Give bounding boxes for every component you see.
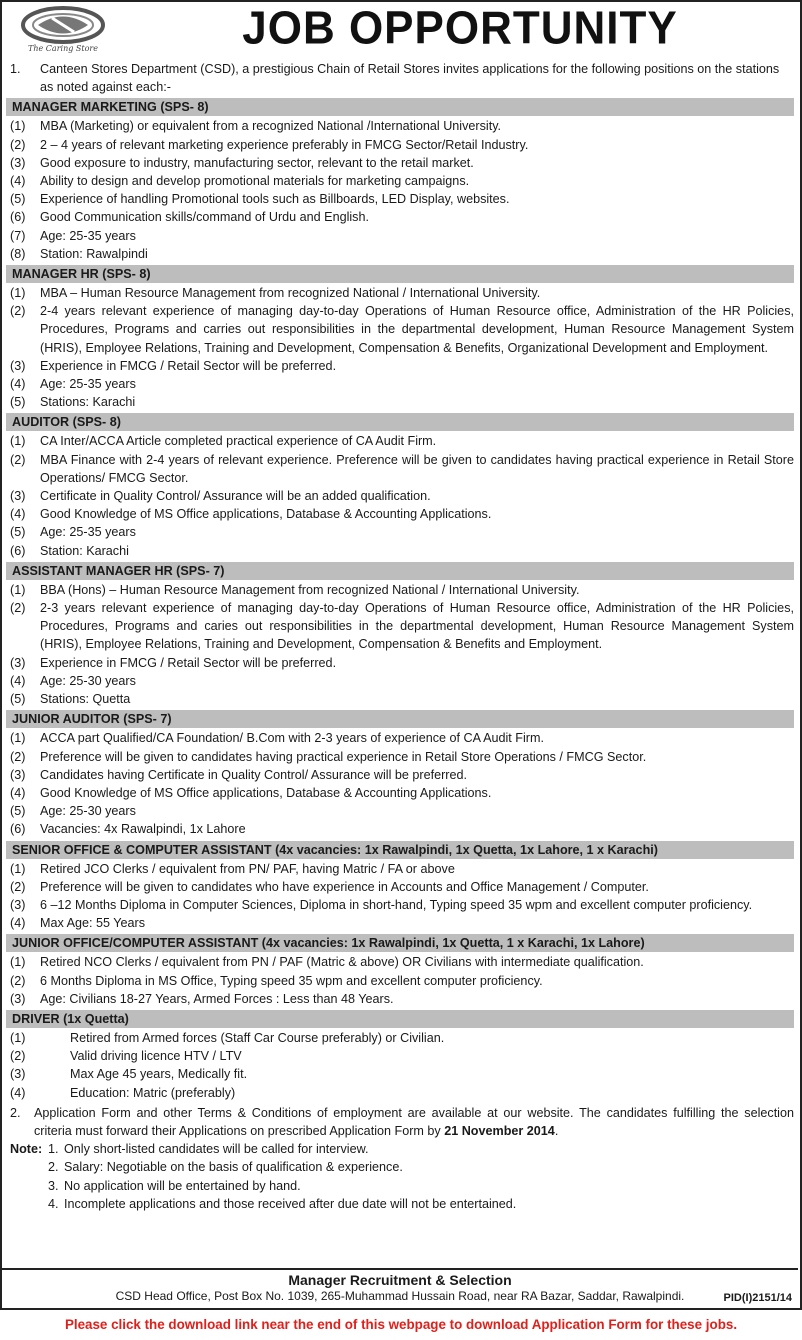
requirement-number: (4) — [10, 174, 26, 189]
note-item — [6, 1158, 794, 1176]
requirement-item — [6, 284, 794, 302]
requirement-text: MBA Finance with 2-4 years of relevant experience. Preference will be given to candidates having practical experience in Retail Store Operations/ FMCG Sector. — [40, 452, 794, 485]
section-heading: ASSISTANT MANAGER HR (SPS- 7) — [6, 562, 794, 580]
requirement-number: (2) — [10, 304, 26, 319]
requirement-item — [6, 523, 794, 541]
title-banner — [122, 2, 798, 58]
notes-list — [6, 1140, 794, 1213]
section-heading: AUDITOR (SPS- 8) — [6, 413, 794, 431]
requirement-text: Good exposure to industry, manufacturing sector, relevant to the retail market. — [40, 155, 474, 170]
requirement-item — [6, 487, 794, 505]
requirement-text: Retired NCO Clerks / equivalent from PN / PAF (Matric & above) OR Civilians with intermediate qualification. — [40, 955, 644, 970]
requirement-item — [6, 357, 794, 375]
requirement-number: (3) — [10, 767, 26, 782]
requirement-item — [6, 208, 794, 226]
requirement-number: (4) — [10, 916, 26, 931]
requirement-item — [6, 1047, 794, 1065]
requirement-text: Preference will be given to candidates having practical experience in Retail Store Operations / FMCG Sector. — [40, 749, 647, 764]
requirement-text: 6 –12 Months Diploma in Computer Sciences, Diploma in short-hand, Typing speed 35 wpm and excellent computer proficiency. — [40, 897, 753, 912]
requirement-number: (2) — [10, 1049, 26, 1064]
download-notice[interactable]: Please click the download link near the end of this webpage to download Application Form for these jobs. — [64, 1317, 738, 1332]
requirement-number: (2) — [10, 452, 26, 467]
closing-paragraph — [6, 1104, 794, 1140]
pid-number: PID(I)2151/14 — [723, 1292, 792, 1304]
requirement-item — [6, 117, 794, 135]
requirement-text: 6 Months Diploma in MS Office, Typing speed 35 wpm and excellent computer proficiency. — [40, 973, 543, 988]
requirement-number: (3) — [10, 991, 26, 1006]
requirement-number: (7) — [10, 228, 26, 243]
requirement-number: (6) — [10, 543, 26, 558]
requirement-number: (3) — [10, 655, 26, 670]
requirement-text: Station: Karachi — [40, 543, 129, 558]
note-text: Salary: Negotiable on the basis of qualification & experience. — [64, 1160, 403, 1175]
requirement-number: (4) — [10, 1085, 26, 1100]
requirement-item — [6, 953, 794, 971]
requirement-number: (5) — [10, 525, 26, 540]
requirement-number: (1) — [10, 955, 26, 970]
requirement-number: (3) — [10, 489, 26, 504]
requirement-item — [6, 914, 794, 932]
requirement-item — [6, 802, 794, 820]
requirement-text: Age: 25-30 years — [40, 673, 136, 688]
requirement-item — [6, 748, 794, 766]
closing-body: Application Form and other Terms & Conditions of employment are available at our website. The candidates fulfilling the selection criteria must forward their Applications on prescribed Application Form by — [34, 1105, 794, 1138]
requirement-number: (1) — [10, 286, 26, 301]
requirement-number: (1) — [10, 434, 26, 449]
csd-logo-icon — [8, 6, 118, 46]
intro-number: 1. — [10, 62, 21, 76]
requirement-number: (2) — [10, 601, 26, 616]
requirement-item — [6, 245, 794, 263]
section-heading: DRIVER (1x Quetta) — [6, 1010, 794, 1028]
requirement-number: (1) — [10, 119, 26, 134]
ad-footer — [2, 1268, 798, 1310]
requirement-item — [6, 1084, 794, 1102]
requirement-item — [6, 896, 794, 914]
requirement-number: (4) — [10, 673, 26, 688]
note-number: 2. — [48, 1160, 59, 1175]
requirement-number: (3) — [10, 155, 26, 170]
requirement-text: Max Age 45 years, Medically fit. — [70, 1067, 248, 1082]
requirement-item — [6, 690, 794, 708]
page-title: JOB OPPORTUNITY — [242, 2, 678, 55]
requirement-text: Good Knowledge of MS Office applications, Database & Accounting Applications. — [40, 507, 492, 522]
requirement-text: Certificate in Quality Control/ Assurance will be an added qualification. — [40, 489, 431, 504]
requirement-text: Station: Rawalpindi — [40, 246, 148, 261]
requirement-text: Stations: Quetta — [40, 692, 131, 707]
requirement-number: (1) — [10, 731, 26, 746]
requirement-text: Age: 25-35 years — [40, 377, 136, 392]
requirement-text: 2-3 years relevant experience of managing day-to-day Operations of Human Resource office, Administration of the HR Policies, Procedures, Programs and caries out responsibilities in the departmental development, Human Resource Management System (HRIS), Employee Relations, Training and Development, Compensation & Benefits and Employment. — [40, 601, 794, 652]
requirement-item — [6, 136, 794, 154]
requirement-number: (5) — [10, 192, 26, 207]
requirement-text: Candidates having Certificate in Quality Control/ Assurance will be preferred. — [40, 767, 468, 782]
requirement-item — [6, 820, 794, 838]
requirement-text: Good Knowledge of MS Office applications, Database & Accounting Applications. — [40, 785, 492, 800]
note-label — [6, 1195, 48, 1213]
requirement-text: Retired from Armed forces (Staff Car Course preferably) or Civilian. — [70, 1030, 445, 1045]
requirement-item — [6, 154, 794, 172]
requirement-item — [6, 990, 794, 1008]
requirement-text: Valid driving licence HTV / LTV — [70, 1049, 242, 1064]
note-text: No application will be entertained by hand. — [64, 1178, 301, 1193]
requirement-text: CA Inter/ACCA Article completed practical experience of CA Audit Firm. — [40, 434, 437, 449]
requirement-item — [6, 542, 794, 560]
deadline-date: 21 November 2014 — [444, 1123, 555, 1138]
requirement-text: Experience in FMCG / Retail Sector will be preferred. — [40, 358, 337, 373]
note-number: 1. — [48, 1142, 59, 1157]
requirement-number: (6) — [10, 210, 26, 225]
requirement-item — [6, 599, 794, 654]
requirement-item — [6, 581, 794, 599]
requirement-text: Age: 25-35 years — [40, 525, 136, 540]
requirement-number: (3) — [10, 358, 26, 373]
requirement-number: (6) — [10, 822, 26, 837]
requirement-item — [6, 172, 794, 190]
intro-paragraph — [6, 60, 794, 96]
footer-title: Manager Recruitment & Selection — [288, 1272, 512, 1288]
requirement-number: (2) — [10, 749, 26, 764]
requirement-text: Vacancies: 4x Rawalpindi, 1x Lahore — [40, 822, 246, 837]
requirement-text: Age: Civilians 18-27 Years, Armed Forces : Less than 48 Years. — [40, 991, 394, 1006]
requirement-text: Ability to design and develop promotional materials for marketing campaigns. — [40, 174, 470, 189]
requirement-item — [6, 375, 794, 393]
ad-header — [2, 2, 798, 58]
requirement-text: Age: 25-30 years — [40, 804, 136, 819]
requirement-item — [6, 878, 794, 896]
closing-text — [34, 1104, 794, 1140]
note-item — [6, 1195, 794, 1213]
requirement-number: (1) — [10, 1030, 26, 1045]
requirement-text: Education: Matric (preferably) — [70, 1085, 236, 1100]
requirement-item — [6, 1065, 794, 1083]
requirement-item — [6, 654, 794, 672]
requirement-number: (4) — [10, 377, 26, 392]
requirement-text: Max Age: 55 Years — [40, 916, 146, 931]
section-heading: MANAGER HR (SPS- 8) — [6, 265, 794, 283]
note-label — [6, 1158, 48, 1176]
note-label — [6, 1177, 48, 1195]
requirement-item — [6, 860, 794, 878]
csd-logo — [8, 6, 118, 58]
requirement-text: 2 – 4 years of relevant marketing experience preferably in FMCG Sector/Retail Industry. — [40, 137, 529, 152]
requirement-text: BBA (Hons) – Human Resource Management from recognized National / International University. — [40, 582, 580, 597]
requirement-item — [6, 784, 794, 802]
requirement-text: 2-4 years relevant experience of managing day-to-day Operations of Human Resource office, Administration of the HR Policies, Procedures, Programs and carries out responsibilities in the departmental development, Human Resource Management System (HRIS), Employee Relations, Training and Development, Compensation & Benefits, Organizational Development and Employment. — [40, 304, 794, 355]
requirement-number: (1) — [10, 861, 26, 876]
requirement-item — [6, 729, 794, 747]
closing-end: . — [554, 1123, 559, 1138]
requirement-text: MBA – Human Resource Management from recognized National / International University. — [40, 286, 541, 301]
note-number: 3. — [48, 1178, 59, 1193]
requirement-number: (2) — [10, 137, 26, 152]
footer-address: CSD Head Office, Post Box No. 1039, 265-Muhammad Hussain Road, near RA Bazar, Saddar, Rawalpindi. — [115, 1289, 685, 1303]
requirement-number: (5) — [10, 692, 26, 707]
requirement-text: MBA (Marketing) or equivalent from a recognized National /International University. — [40, 119, 502, 134]
requirement-number: (2) — [10, 879, 26, 894]
requirement-item — [6, 505, 794, 523]
positions-list — [6, 98, 794, 1101]
requirement-number: (2) — [10, 973, 26, 988]
requirement-number: (3) — [10, 897, 26, 912]
requirement-item — [6, 672, 794, 690]
note-number: 4. — [48, 1196, 59, 1211]
requirement-item — [6, 451, 794, 487]
requirement-number: (5) — [10, 804, 26, 819]
note-item — [6, 1140, 794, 1158]
section-heading: MANAGER MARKETING (SPS- 8) — [6, 98, 794, 116]
requirement-text: Experience of handling Promotional tools such as Billboards, LED Display, websites. — [40, 192, 510, 207]
section-heading: SENIOR OFFICE & COMPUTER ASSISTANT (4x vacancies: 1x Rawalpindi, 1x Quetta, 1x Lahore, 1 x Karachi) — [6, 841, 794, 859]
requirement-number: (3) — [10, 1067, 26, 1082]
requirement-item — [6, 227, 794, 245]
requirement-text: Good Communication skills/command of Urdu and English. — [40, 210, 369, 225]
requirement-text: Age: 25-35 years — [40, 228, 136, 243]
requirement-text: Stations: Karachi — [40, 395, 136, 410]
note-text: Incomplete applications and those received after due date will not be entertained. — [64, 1196, 517, 1211]
requirement-text: Experience in FMCG / Retail Sector will be preferred. — [40, 655, 337, 670]
requirement-number: (4) — [10, 507, 26, 522]
note-label: Note: — [10, 1142, 43, 1157]
closing-number: 2. — [10, 1105, 21, 1120]
requirement-number: (8) — [10, 246, 26, 261]
requirement-number: (5) — [10, 395, 26, 410]
requirement-item — [6, 190, 794, 208]
requirement-item — [6, 766, 794, 784]
note-item — [6, 1177, 794, 1195]
requirement-item — [6, 432, 794, 450]
requirement-item — [6, 302, 794, 357]
requirement-text: Retired JCO Clerks / equivalent from PN/ PAF, having Matric / FA or above — [40, 861, 455, 876]
requirement-item — [6, 393, 794, 411]
requirement-text: ACCA part Qualified/CA Foundation/ B.Com with 2-3 years of experience of CA Audit Firm. — [40, 731, 544, 746]
requirement-item — [6, 1029, 794, 1047]
requirement-number: (1) — [10, 582, 26, 597]
requirement-number: (4) — [10, 785, 26, 800]
section-heading: JUNIOR AUDITOR (SPS- 7) — [6, 710, 794, 728]
intro-text: Canteen Stores Department (CSD), a prestigious Chain of Retail Stores invites applications for the following positions on the stations as noted against each:- — [40, 62, 780, 95]
ad-content — [6, 60, 794, 1213]
requirement-text: Preference will be given to candidates who have experience in Accounts and Office Management / Computer. — [40, 879, 649, 894]
requirement-item — [6, 972, 794, 990]
logo-tagline: The Caring Store — [28, 44, 98, 53]
section-heading: JUNIOR OFFICE/COMPUTER ASSISTANT (4x vacancies: 1x Rawalpindi, 1x Quetta, 1 x Karachi, 1x Lahore) — [6, 934, 794, 952]
note-text: Only short-listed candidates will be called for interview. — [64, 1142, 369, 1157]
